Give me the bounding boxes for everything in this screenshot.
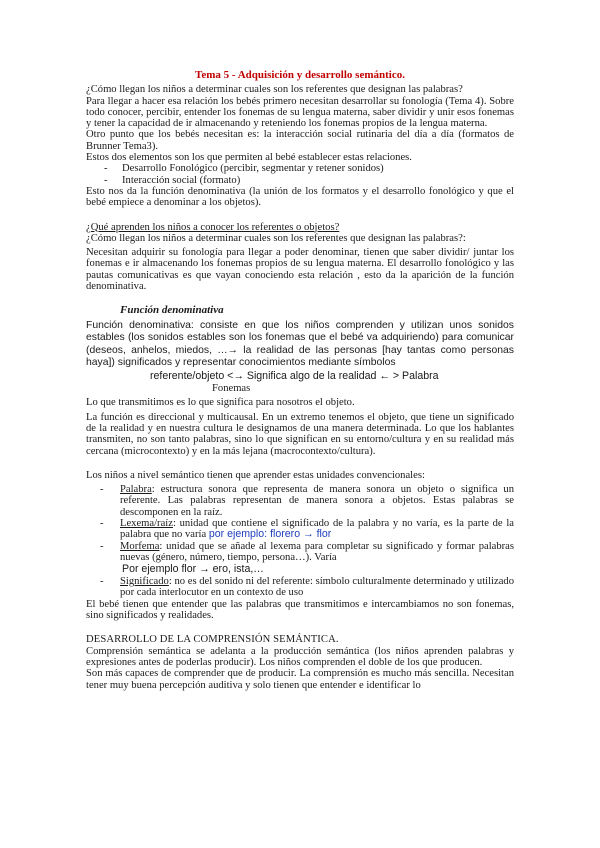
term-significado: Significado [120, 576, 169, 588]
section-2-question: ¿Cómo llegan los niños a determinar cuales son los referentes que designan las palabras?: [86, 232, 466, 244]
section-2-paragraph: Necesitan adquirir su fonología para llegar a poder denominar, tienen que saber dividir/ juntar los fonemas e ir almacenando los fonemas propios de su lengua materna. El desarrollo fonológico y las pautas comunicativas es que vayan conociendo esta relación , esto da la aparición de la función denominativa. [86, 247, 514, 293]
list-item: - Interacción social (formato) [86, 175, 514, 186]
example-text: por ejemplo: florero → flor [208, 528, 332, 541]
intro-paragraph-3: Estos dos elementos son los que permiten al bebé establecer estas relaciones. [86, 152, 412, 164]
list-item [86, 518, 514, 541]
term-lexema: Lexema/raíz [120, 517, 173, 529]
morfema-example: Por ejemplo flor → ero, ista,… [122, 563, 264, 576]
intro-paragraph-2: Otro punto que los bebés necesitan es: la interacción social rutinaria del día a día (formatos de Brunner Tema3). [86, 129, 514, 152]
units-list-continued [86, 576, 514, 599]
intro-list [86, 163, 514, 186]
term-text: : unidad que contiene el significado de la palabra y no varía, es la parte de la palabra que no varía [120, 517, 514, 541]
intro-paragraph-4: Esto nos da la función denominativa (la unión de los formatos y el desarrollo fonológico y que el bebé empiece a denominar a los objetos). [86, 185, 514, 209]
list-item: - Desarrollo Fonológico (percibir, segmentar y retener sonidos) [86, 163, 514, 174]
list-item [86, 576, 514, 599]
fonemas-label: Fonemas [212, 383, 251, 395]
section-3-paragraph-1: Lo que transmitimos es lo que significa para nosotros el objeto. [86, 397, 355, 409]
term-text: : unidad que se añade al lexema para completar su significado y formar palabras nuevas (género, número, tiempo, persona…). Varía [120, 540, 514, 563]
term-morfema: Morfema [120, 540, 160, 552]
document-body [86, 70, 514, 691]
intro-question: ¿Cómo llegan los niños a determinar cuales son los referentes que designan las palabras? [86, 84, 463, 96]
section-5-paragraph-2: Son más capaces de comprender que de producir. La comprensión es mucho más sencilla. Necesitan tener muy buena percepción auditiva y solo tienen que entender e identificar lo [86, 668, 514, 691]
term-text: : estructura sonora que representa de manera sonora un objeto o significa un referente. Las palabras representan de manera sonora a objetos. Estas palabras se descomponen en la raíz. [120, 484, 514, 518]
intro-paragraph-1: Para llegar a hacer esa relación los bebés primero necesitan desarrollar su fonología (Tema 4). Sobre todo conocer, percibir, entender los fonemas de su lengua materna, saber dividir y unir esos fonemas y tener la capacidad de ir almacenando y reteniendo los fonemas propios de la lengua materna. [86, 95, 514, 130]
page-title: Tema 5 - Adquisición y desarrollo semántico. [195, 69, 405, 81]
section-3-paragraph-2: La función es direccional y multicausal. En un extremo tenemos el objeto, que tiene un significado de la realidad y en nuestra cultura le designamos de una manera determinada. Lo que los hablantes transmiten, no son tanto palabras, sino lo que significan en su entorno/cultura y en su realidad más cercana (microcontexto) y en la más lejana (macrocontexto/cultura). [86, 411, 514, 457]
section-4-outro: El bebé tienen que entender que las palabras que transmitimos e intercambiamos no son fonemas, sino significados y realidades. [86, 598, 514, 622]
section-4-intro: Los niños a nivel semántico tienen que aprender estas unidades convencionales: [86, 469, 425, 481]
term-palabra: Palabra [120, 484, 152, 496]
term-text: : no es del sonido ni del referente: símbolo culturalmente determinado y utilizado por cada interlocutor en un contexto de uso [120, 576, 514, 599]
denominative-definition: Función denominativa: consiste en que los niños comprenden y utilizan unos sonidos estables (los sonidos estables son los fonemas que el bebé va adquiriendo) para comunicar (deseos, anhelos, miedos, …→ la realidad de las personas [hay tantas como personas haya]) significados y representar conocimientos mediante símbolos [86, 319, 514, 369]
section-3-heading: Función denominativa [120, 304, 224, 317]
list-item [86, 541, 514, 564]
referent-diagram: referente/objeto <→ Significa algo de la realidad ← > Palabra [150, 370, 439, 383]
section-5-heading: DESARROLLO DE LA COMPRENSIÓN SEMÁNTICA. [86, 634, 339, 646]
section-2-heading: ¿Qué aprenden los niños a conocer los referentes o objetos? [86, 221, 340, 233]
list-item [86, 484, 514, 518]
units-list [86, 484, 514, 563]
section-5-paragraph-1: Comprensión semántica se adelanta a la producción semántica (los niños aprenden palabras y expresiones antes de poderlas producir). Los niños comprenden el doble de los que producen. [86, 645, 514, 668]
